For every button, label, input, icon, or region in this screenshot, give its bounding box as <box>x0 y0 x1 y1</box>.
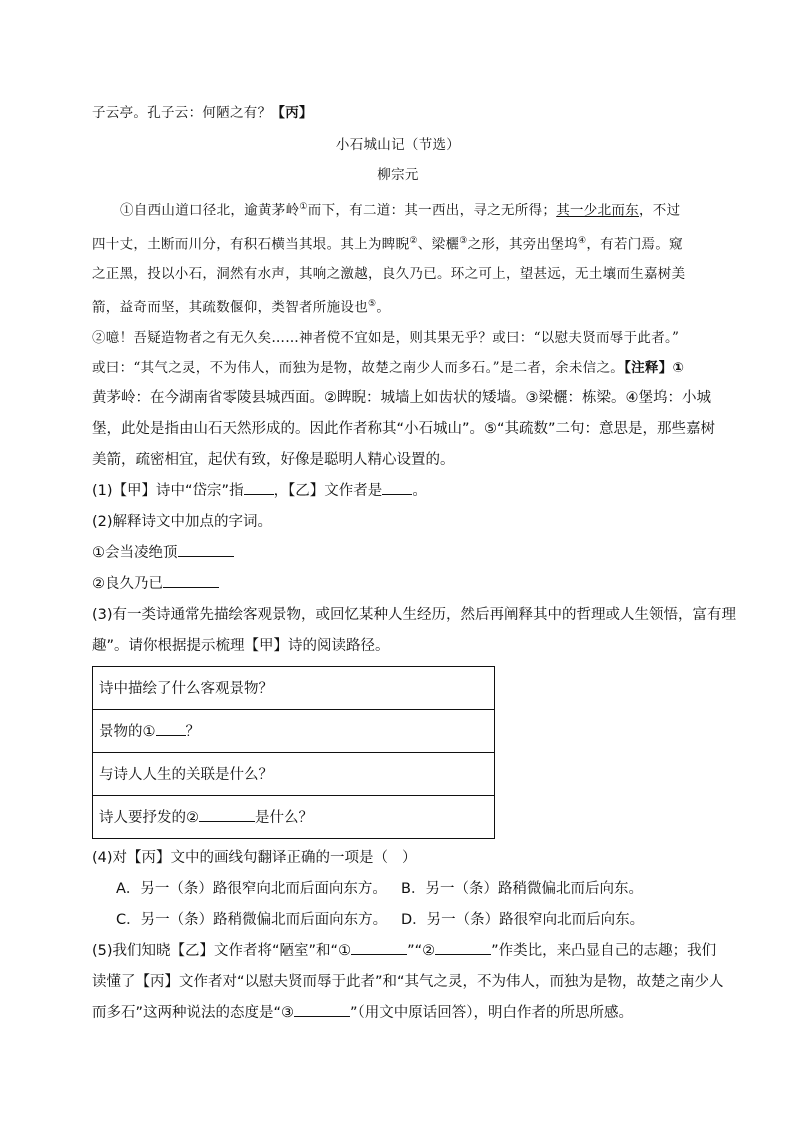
answer-blank[interactable] <box>435 939 491 955</box>
table-cell: 诗人要抒发的② 是什么？ <box>93 795 495 838</box>
question-5-line-3: 而多石”这两种说法的态度是“③ ”（用文中原话回答），明白作者的所思所感。 <box>92 998 704 1029</box>
para2-line-2: 或曰：“其气之灵，不为伟人，而独为是物，故楚之南少人而多石。”是二者，余未信之。【注释】① <box>92 359 685 376</box>
question-2-item-1: ①会当凌绝顶 <box>92 538 704 569</box>
question-2-item-2: ②良久乃已 <box>92 569 704 600</box>
answer-blank[interactable] <box>294 1001 350 1017</box>
page-content <box>92 98 737 1029</box>
answer-blank[interactable] <box>163 572 219 588</box>
answer-blank[interactable] <box>199 806 255 822</box>
question-5-line-1: (5)我们知晓【乙】文作者将“陋室”和“① ”“② ”作类比，来凸显自己的志趣；我们 <box>92 936 704 967</box>
table-row <box>93 666 495 709</box>
notes-line-3: 美箭，疏密相宜，起伏有致，好像是聪明人精心设置的。 <box>92 451 455 468</box>
para1-line-1: ①自西山道口径北，逾黄茅岭①而下，有二道：其一西出，寻之无所得；其一少北而东，不过 <box>120 202 681 219</box>
table-cell: 与诗人人生的关联是什么？ <box>93 752 495 795</box>
notes-label: 【注释】① <box>624 359 685 376</box>
para1-line-2: 四十丈，土断而川分，有积石横当其垠。其上为睥睨②、梁欐③之形，其旁出堡坞④，有若门焉。窥 <box>92 235 683 252</box>
top-line <box>92 98 704 128</box>
para1-line-4: 箭，益奇而坚，其疏数偃仰，类智者所施设也⑤。 <box>92 299 391 316</box>
passage-paragraph-1 <box>92 192 704 323</box>
table-row <box>93 752 495 795</box>
para2-line-1: ②噫！吾疑造物者之有无久矣……神者傥不宜如是，则其果无乎？或曰：“以慰夫贤而辱于此者。” <box>92 329 680 346</box>
notes-line-2: 堡，此处是指由山石天然形成的。因此作者称其“小石城山”。⑤“其疏数”二句：意思是，那些嘉树 <box>92 420 716 437</box>
table-row <box>93 795 495 838</box>
question-2 <box>92 507 704 600</box>
table-cell: 景物的① ？ <box>93 709 495 752</box>
answer-blank[interactable] <box>156 720 186 736</box>
answer-blank[interactable] <box>351 939 407 955</box>
question-4 <box>92 843 704 936</box>
answer-blank[interactable] <box>382 479 412 495</box>
notes <box>92 383 716 476</box>
options-row-1 <box>92 874 704 905</box>
table-cell: 诗中描绘了什么客观景物？ <box>93 666 495 709</box>
para1-line-3: 之正黑，投以小石，洞然有水声，其响之激越，良久乃已。环之可上，望甚远，无土壤而生嘉树美 <box>92 266 686 282</box>
question-3-line-2: 趣”。请你根据提示梳理【甲】诗的阅读路径。 <box>92 637 390 654</box>
question-1: (1)【甲】诗中“岱宗”指 ，【乙】文作者是 。 <box>92 476 704 507</box>
bing-label: 【丙】 <box>271 105 313 121</box>
passage-title: 小石城山记（节选） <box>335 137 461 153</box>
passage-author: 柳宗元 <box>377 167 419 183</box>
notes-line-1: 黄茅岭：在今湖南省零陵县城西面。②睥睨：城墙上如齿状的矮墙。③梁欐：栋梁。④堡坞：小城 <box>92 389 711 406</box>
answer-blank[interactable] <box>244 479 274 495</box>
passage-paragraph-2 <box>92 323 704 383</box>
option-a[interactable]: A．另一（条）路很窄向北而后面向东方。 <box>116 880 387 897</box>
top-line-text: 子云亭。孔子云：何陋之有？ <box>92 105 272 121</box>
reading-path-table <box>92 666 495 839</box>
question-3-line-1: (3)有一类诗通常先描绘客观景物，或回忆某种人生经历，然后再阐释其中的哲理或人生领悟，富有理 <box>92 606 737 623</box>
question-4-stem: (4)对【丙】文中的画线句翻译正确的一项是（ ） <box>92 849 417 866</box>
question-5-line-2: 读懂了【丙】文作者对“以慰夫贤而辱于此者”和“其气之灵，不为伟人，而独为是物，故楚之南少人 <box>92 973 724 990</box>
question-3 <box>92 600 737 839</box>
option-c[interactable]: C．另一（条）路稍微偏北而后面向东方。 <box>116 911 388 928</box>
question-2-stem: (2)解释诗文中加点的字词。 <box>92 513 273 530</box>
option-b[interactable]: B．另一（条）路稍微偏北而后向东。 <box>401 880 643 897</box>
options-row-2 <box>92 905 704 936</box>
answer-blank[interactable] <box>178 541 234 557</box>
underlined-sentence: 其一少北而东 <box>556 202 639 219</box>
question-5 <box>92 936 724 1029</box>
option-d[interactable]: D．另一（条）路很窄向北而后向东。 <box>401 911 645 928</box>
table-row <box>93 709 495 752</box>
